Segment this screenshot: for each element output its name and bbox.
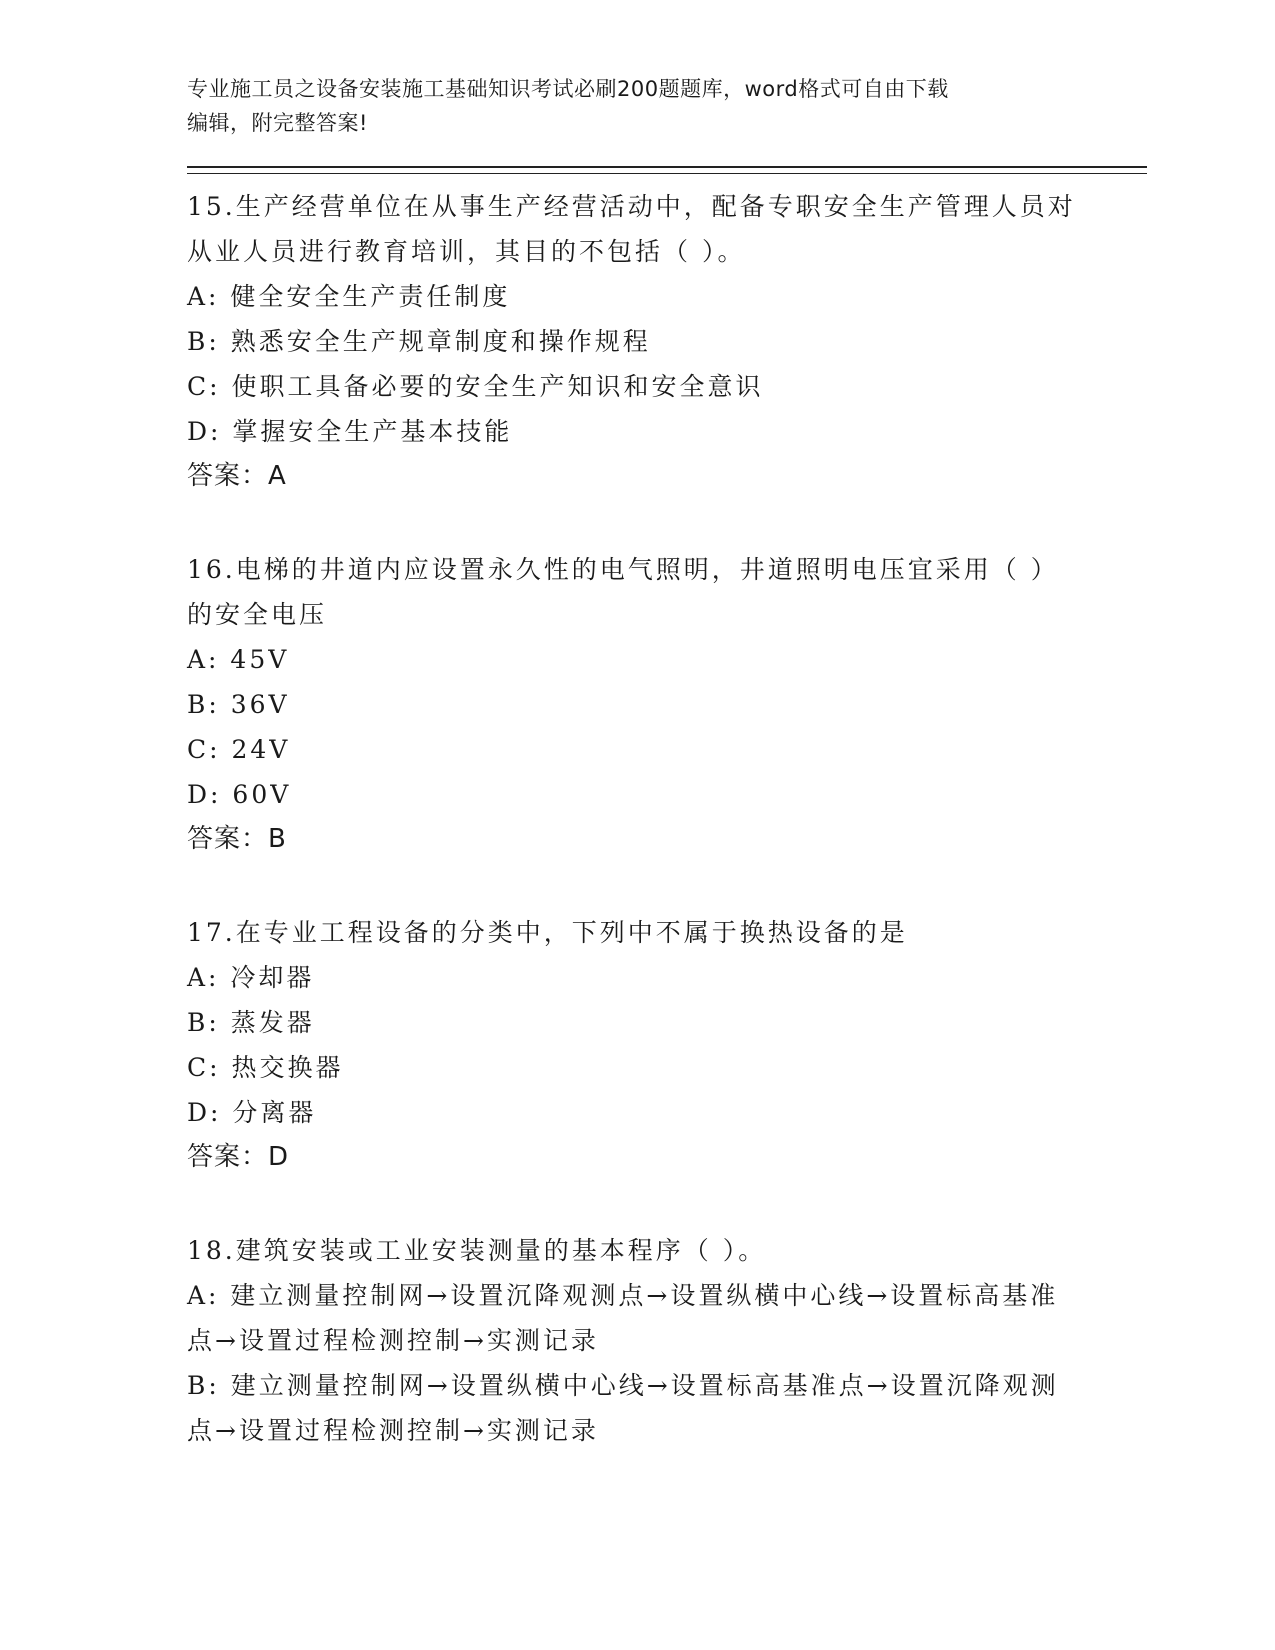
- document-header: [187, 72, 1067, 140]
- question-spacer: [187, 862, 1147, 910]
- option-d: D: 掌握安全生产基本技能: [187, 417, 513, 446]
- answer-label: 答案：B: [187, 824, 287, 854]
- option-a: A: 45V: [187, 645, 290, 674]
- option-b: B: 36V: [187, 690, 290, 719]
- question-stem: 17.在专业工程设备的分类中，下列中不属于换热设备的是: [187, 918, 908, 947]
- option-b: B: 熟悉安全生产规章制度和操作规程: [187, 327, 651, 356]
- option-b: B: 建立测量控制网→设置纵横中心线→设置标高基准点→设置沉降观测点→设置过程检测控制→实测记录: [187, 1371, 1059, 1445]
- question-stem: 15.生产经营单位在从事生产经营活动中，配备专职安全生产管理人员对从业人员进行教育培训，其目的不包括（ ）。: [187, 192, 1076, 266]
- option-b: B: 蒸发器: [187, 1008, 315, 1037]
- document-page: [187, 72, 1147, 1453]
- question-spacer: [187, 499, 1147, 547]
- option-d: D: 60V: [187, 780, 292, 809]
- answer-label: 答案：D: [187, 1142, 290, 1172]
- header-divider: [187, 166, 1147, 174]
- header-subtitle-line: 编辑，附完整答案!: [187, 111, 368, 135]
- option-a: A: 建立测量控制网→设置沉降观测点→设置纵横中心线→设置标高基准点→设置过程检测控制→实测记录: [187, 1281, 1059, 1355]
- option-c: C: 使职工具备必要的安全生产知识和安全意识: [187, 372, 764, 401]
- question-spacer: [187, 1180, 1147, 1228]
- option-a: A: 冷却器: [187, 963, 315, 992]
- option-c: C: 热交换器: [187, 1053, 344, 1082]
- option-c: C: 24V: [187, 735, 291, 764]
- question-stem: 18.建筑安装或工业安装测量的基本程序（ ）。: [187, 1236, 767, 1265]
- question-15: [187, 184, 1147, 499]
- question-stem: 16.电梯的井道内应设置永久性的电气照明，井道照明电压宜采用（ ）的安全电压: [187, 555, 1059, 629]
- question-16: [187, 547, 1147, 862]
- question-18: [187, 1228, 1147, 1453]
- question-17: [187, 910, 1147, 1180]
- header-title-line: 专业施工员之设备安装施工基础知识考试必刷200题题库，word格式可自由下载: [187, 77, 949, 101]
- answer-label: 答案：A: [187, 461, 287, 491]
- option-a: A: 健全安全生产责任制度: [187, 282, 511, 311]
- option-d: D: 分离器: [187, 1098, 317, 1127]
